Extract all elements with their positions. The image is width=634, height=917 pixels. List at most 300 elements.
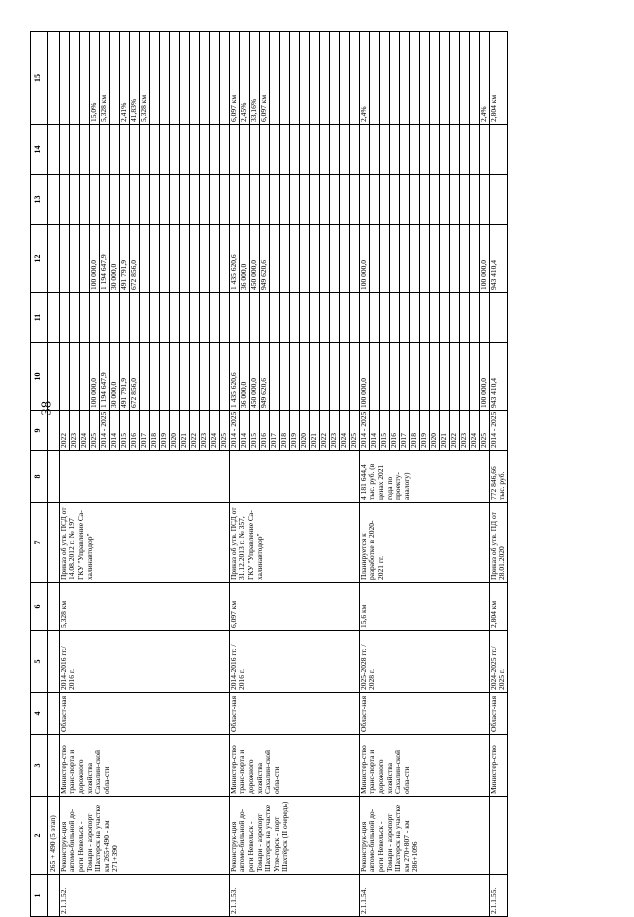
- other-funding: [339, 125, 349, 175]
- column-number-5: 5: [31, 631, 48, 693]
- readiness-percent: [389, 32, 399, 125]
- readiness-percent: [339, 32, 349, 125]
- readiness-percent: 2,804 км: [489, 32, 507, 125]
- regional-funding: 450 000,0: [249, 225, 259, 293]
- total-funding: 30 000,0: [109, 343, 119, 411]
- federal-funding: [249, 293, 259, 343]
- year-cell: 2017: [269, 411, 279, 451]
- municipal-funding: [139, 175, 149, 225]
- readiness-percent: [309, 32, 319, 125]
- federal-funding: [319, 293, 329, 343]
- other-funding: [459, 125, 469, 175]
- municipal-funding: [159, 175, 169, 225]
- estimated-cost: 4 181 644,4 тыс. руб. (в ценах 2021 года по проекту-аналогу): [359, 451, 489, 503]
- readiness-percent: [189, 32, 199, 125]
- other-funding: [439, 125, 449, 175]
- municipal-funding: [199, 175, 209, 225]
- municipal-funding: [299, 175, 309, 225]
- year-cell: 2014: [109, 411, 119, 451]
- regional-funding: [319, 225, 329, 293]
- column-number-14: 14: [31, 125, 48, 175]
- federal-funding: [69, 293, 79, 343]
- federal-funding: [469, 293, 479, 343]
- municipal-funding: [109, 175, 119, 225]
- column-number-12: 12: [31, 225, 48, 293]
- other-funding: [299, 125, 309, 175]
- federal-funding: [309, 293, 319, 343]
- federal-funding: [159, 293, 169, 343]
- readiness-percent: 2,45%: [239, 32, 249, 125]
- municipal-funding: [439, 175, 449, 225]
- other-funding: [69, 125, 79, 175]
- year-cell: 2015: [119, 411, 129, 451]
- regional-funding: 491 791,9: [119, 225, 129, 293]
- year-cell: 2018: [279, 411, 289, 451]
- readiness-percent: [399, 32, 409, 125]
- total-funding: [159, 343, 169, 411]
- other-funding: [129, 125, 139, 175]
- year-cell: 2019: [289, 411, 299, 451]
- federal-funding: [299, 293, 309, 343]
- regional-funding: [339, 225, 349, 293]
- total-funding: 672 856,0: [129, 343, 139, 411]
- object-name: Реконструк-ция автомо-бильной до-роги Невельск - Томари - аэропорт Шахтерск на участке км 270+807 - км 286+1096: [359, 797, 489, 875]
- readiness-percent: [59, 32, 69, 125]
- federal-funding: [359, 293, 369, 343]
- municipal-funding: [379, 175, 389, 225]
- federal-funding: [129, 293, 139, 343]
- total-funding: [209, 343, 219, 411]
- regional-funding: 100 000,0: [359, 225, 369, 293]
- total-funding: [369, 343, 379, 411]
- readiness-percent: [219, 32, 229, 125]
- municipal-funding: [339, 175, 349, 225]
- regional-funding: [449, 225, 459, 293]
- continuation-cell: [48, 411, 60, 451]
- year-cell: 2014 - 2025: [99, 411, 109, 451]
- readiness-percent: [409, 32, 419, 125]
- readiness-percent: [109, 32, 119, 125]
- total-funding: [329, 343, 339, 411]
- total-funding: 949 620,6: [259, 343, 269, 411]
- federal-funding: [89, 293, 99, 343]
- total-funding: [219, 343, 229, 411]
- other-funding: [279, 125, 289, 175]
- continuation-cell: [48, 343, 60, 411]
- table-row: [59, 32, 69, 917]
- regional-funding: [179, 225, 189, 293]
- year-cell: 2020: [429, 411, 439, 451]
- municipal-funding: [289, 175, 299, 225]
- customer: Министер-ство: [489, 735, 507, 797]
- readiness-percent: [279, 32, 289, 125]
- column-number-6: 6: [31, 583, 48, 631]
- year-cell: 2022: [59, 411, 69, 451]
- municipal-funding: [469, 175, 479, 225]
- continuation-row: [48, 32, 60, 917]
- column-number-row: [31, 32, 48, 917]
- total-funding: [349, 343, 359, 411]
- regional-funding: [299, 225, 309, 293]
- readiness-percent: [329, 32, 339, 125]
- regional-funding: 1 194 647,9: [99, 225, 109, 293]
- column-number-2: 2: [31, 797, 48, 875]
- year-cell: 2016: [389, 411, 399, 451]
- federal-funding: [119, 293, 129, 343]
- construction-period: 2025-2028 гг. / 2028 г.: [359, 631, 489, 693]
- total-funding: [269, 343, 279, 411]
- federal-funding: [139, 293, 149, 343]
- column-number-11: 11: [31, 293, 48, 343]
- continuation-cell: [48, 503, 60, 583]
- federal-funding: [219, 293, 229, 343]
- regional-funding: [469, 225, 479, 293]
- year-cell: 2021: [179, 411, 189, 451]
- year-cell: 2016: [129, 411, 139, 451]
- readiness-percent: [319, 32, 329, 125]
- year-cell: 2018: [409, 411, 419, 451]
- regional-funding: 1 435 620,6: [229, 225, 239, 293]
- customer: Министер-ство транс-порта и дорожного хозяйства Сахалин-ской обла-сти: [59, 735, 229, 797]
- row-id: 2.1.1.53.: [229, 875, 359, 917]
- federal-funding: [199, 293, 209, 343]
- federal-funding: [169, 293, 179, 343]
- regional-funding: [349, 225, 359, 293]
- other-funding: [159, 125, 169, 175]
- federal-funding: [409, 293, 419, 343]
- total-funding: [459, 343, 469, 411]
- row-id: 2.1.1.55.: [489, 875, 507, 917]
- regional-funding: 36 000,0: [239, 225, 249, 293]
- total-funding: [309, 343, 319, 411]
- readiness-percent: [289, 32, 299, 125]
- total-funding: [59, 343, 69, 411]
- federal-funding: [99, 293, 109, 343]
- object-name: [489, 797, 507, 875]
- total-funding: [149, 343, 159, 411]
- year-cell: 2023: [329, 411, 339, 451]
- total-funding: [429, 343, 439, 411]
- municipal-funding: [259, 175, 269, 225]
- total-funding: [199, 343, 209, 411]
- municipal-funding: [459, 175, 469, 225]
- continuation-cell: [48, 735, 60, 797]
- readiness-percent: 2,41%: [119, 32, 129, 125]
- other-funding: [139, 125, 149, 175]
- other-funding: [369, 125, 379, 175]
- other-funding: [449, 125, 459, 175]
- readiness-percent: 15,0%: [89, 32, 99, 125]
- total-funding: [439, 343, 449, 411]
- regional-funding: [399, 225, 409, 293]
- other-funding: [249, 125, 259, 175]
- municipal-funding: [269, 175, 279, 225]
- column-number-8: 8: [31, 451, 48, 503]
- ownership-level: Област-ная: [59, 693, 229, 735]
- year-cell: 2020: [169, 411, 179, 451]
- regional-funding: [59, 225, 69, 293]
- municipal-funding: [229, 175, 239, 225]
- federal-funding: [449, 293, 459, 343]
- municipal-funding: [359, 175, 369, 225]
- readiness-percent: [349, 32, 359, 125]
- municipal-funding: [249, 175, 259, 225]
- other-funding: [379, 125, 389, 175]
- year-cell: 2023: [199, 411, 209, 451]
- total-funding: 1 435 620,6: [229, 343, 239, 411]
- continuation-cell: [48, 693, 60, 735]
- regional-funding: [439, 225, 449, 293]
- municipal-funding: [479, 175, 489, 225]
- readiness-percent: [469, 32, 479, 125]
- total-funding: [79, 343, 89, 411]
- municipal-funding: [189, 175, 199, 225]
- regional-funding: [209, 225, 219, 293]
- regional-funding: [409, 225, 419, 293]
- municipal-funding: [239, 175, 249, 225]
- regional-funding: [139, 225, 149, 293]
- other-funding: [419, 125, 429, 175]
- municipal-funding: [89, 175, 99, 225]
- federal-funding: [339, 293, 349, 343]
- year-cell: 2019: [159, 411, 169, 451]
- ownership-level: Област-ная: [229, 693, 359, 735]
- total-funding: [299, 343, 309, 411]
- readiness-percent: [79, 32, 89, 125]
- federal-funding: [289, 293, 299, 343]
- municipal-funding: [59, 175, 69, 225]
- regional-funding: 30 000,0: [109, 225, 119, 293]
- other-funding: [229, 125, 239, 175]
- municipal-funding: [419, 175, 429, 225]
- readiness-percent: [449, 32, 459, 125]
- readiness-percent: 41,83%: [129, 32, 139, 125]
- total-funding: [419, 343, 429, 411]
- readiness-percent: [299, 32, 309, 125]
- total-funding: 100 000,0: [359, 343, 369, 411]
- federal-funding: [389, 293, 399, 343]
- regional-funding: [419, 225, 429, 293]
- year-cell: 2023: [459, 411, 469, 451]
- total-funding: [339, 343, 349, 411]
- total-funding: [469, 343, 479, 411]
- regional-funding: [199, 225, 209, 293]
- readiness-percent: [169, 32, 179, 125]
- continuation-name: 265 + 490 (5 этап): [48, 797, 60, 875]
- municipal-funding: [489, 175, 507, 225]
- object-name: Реконструк-ция автомо-бильной до-роги Невельск - Томари - аэропорт Шахтерск на участке км 265+490 - км 271+390: [59, 797, 229, 875]
- continuation-cell: [48, 293, 60, 343]
- federal-funding: [439, 293, 449, 343]
- regional-funding: [309, 225, 319, 293]
- estimated-cost: 772 846,66 тыс. руб.: [489, 451, 507, 503]
- federal-funding: [479, 293, 489, 343]
- continuation-cell: [48, 225, 60, 293]
- other-funding: [349, 125, 359, 175]
- design-document: Приказ об утв. ПСД от 31.12.2013 г. № 357, ГКУ "Управление Са-халинавтодор": [229, 503, 359, 583]
- estimated-cost: [229, 451, 359, 503]
- federal-funding: [229, 293, 239, 343]
- other-funding: [409, 125, 419, 175]
- municipal-funding: [329, 175, 339, 225]
- regional-funding: [159, 225, 169, 293]
- federal-funding: [379, 293, 389, 343]
- column-number-15: 15: [31, 32, 48, 125]
- municipal-funding: [399, 175, 409, 225]
- regional-funding: 949 620,6: [259, 225, 269, 293]
- regional-funding: [429, 225, 439, 293]
- other-funding: [329, 125, 339, 175]
- total-funding: 100 000,0: [479, 343, 489, 411]
- year-cell: 2025: [89, 411, 99, 451]
- municipal-funding: [219, 175, 229, 225]
- other-funding: [259, 125, 269, 175]
- other-funding: [289, 125, 299, 175]
- other-funding: [59, 125, 69, 175]
- regional-funding: [389, 225, 399, 293]
- table-row: [229, 32, 239, 917]
- total-funding: [179, 343, 189, 411]
- federal-funding: [399, 293, 409, 343]
- regional-funding: [149, 225, 159, 293]
- total-funding: 36 000,0: [239, 343, 249, 411]
- total-funding: [379, 343, 389, 411]
- federal-funding: [279, 293, 289, 343]
- regional-funding: [69, 225, 79, 293]
- other-funding: [199, 125, 209, 175]
- year-cell: 2025: [479, 411, 489, 451]
- ownership-level: Област-ная: [489, 693, 507, 735]
- continuation-cell: [48, 32, 60, 125]
- other-funding: [189, 125, 199, 175]
- year-cell: 2015: [249, 411, 259, 451]
- readiness-percent: [429, 32, 439, 125]
- total-funding: 1 194 647,9: [99, 343, 109, 411]
- regional-funding: [219, 225, 229, 293]
- federal-funding: [369, 293, 379, 343]
- other-funding: [89, 125, 99, 175]
- total-funding: [169, 343, 179, 411]
- year-cell: 2021: [309, 411, 319, 451]
- other-funding: [219, 125, 229, 175]
- municipal-funding: [69, 175, 79, 225]
- readiness-percent: [269, 32, 279, 125]
- regional-funding: [169, 225, 179, 293]
- regional-funding: [459, 225, 469, 293]
- construction-period: 2024-2025 гг./ 2025 г.: [489, 631, 507, 693]
- other-funding: [109, 125, 119, 175]
- investment-table-rotated: [30, 32, 570, 917]
- column-number-9: 9: [31, 411, 48, 451]
- design-document: Планируется к разработке в 2020- 2021 гг.: [359, 503, 489, 583]
- readiness-percent: 6,097 км: [229, 32, 239, 125]
- municipal-funding: [449, 175, 459, 225]
- federal-funding: [269, 293, 279, 343]
- column-number-13: 13: [31, 175, 48, 225]
- year-cell: 2024: [339, 411, 349, 451]
- federal-funding: [239, 293, 249, 343]
- total-funding: 491 791,9: [119, 343, 129, 411]
- year-cell: 2017: [399, 411, 409, 451]
- total-funding: 450 000,0: [249, 343, 259, 411]
- other-funding: [119, 125, 129, 175]
- year-cell: 2019: [419, 411, 429, 451]
- table-row: [359, 32, 369, 917]
- federal-funding: [109, 293, 119, 343]
- readiness-percent: 5,328 км: [99, 32, 109, 125]
- readiness-percent: [199, 32, 209, 125]
- municipal-funding: [429, 175, 439, 225]
- total-funding: 943 410,4: [489, 343, 507, 411]
- federal-funding: [179, 293, 189, 343]
- total-funding: [409, 343, 419, 411]
- regional-funding: [279, 225, 289, 293]
- year-cell: 2023: [69, 411, 79, 451]
- column-number-4: 4: [31, 693, 48, 735]
- readiness-percent: [159, 32, 169, 125]
- regional-funding: 100 000,0: [479, 225, 489, 293]
- readiness-percent: [179, 32, 189, 125]
- readiness-percent: [369, 32, 379, 125]
- capacity: 5,328 км: [59, 583, 229, 631]
- municipal-funding: [149, 175, 159, 225]
- readiness-percent: 6,097 км: [259, 32, 269, 125]
- federal-funding: [259, 293, 269, 343]
- regional-funding: [289, 225, 299, 293]
- regional-funding: [329, 225, 339, 293]
- municipal-funding: [169, 175, 179, 225]
- total-funding: [69, 343, 79, 411]
- row-id: 2.1.1.52.: [59, 875, 229, 917]
- estimated-cost: [59, 451, 229, 503]
- other-funding: [239, 125, 249, 175]
- year-cell: 2025: [219, 411, 229, 451]
- regional-funding: 943 410,4: [489, 225, 507, 293]
- year-cell: 2024: [469, 411, 479, 451]
- continuation-cell: [48, 125, 60, 175]
- total-funding: [279, 343, 289, 411]
- federal-funding: [419, 293, 429, 343]
- municipal-funding: [129, 175, 139, 225]
- table-row: [489, 32, 507, 917]
- year-cell: 2022: [189, 411, 199, 451]
- year-cell: 2022: [449, 411, 459, 451]
- federal-funding: [459, 293, 469, 343]
- continuation-cell: [48, 451, 60, 503]
- municipal-funding: [119, 175, 129, 225]
- regional-funding: 100 000,0: [89, 225, 99, 293]
- other-funding: [269, 125, 279, 175]
- readiness-percent: 33,16%: [249, 32, 259, 125]
- year-cell: 2025: [349, 411, 359, 451]
- federal-funding: [189, 293, 199, 343]
- year-cell: 2014 - 2025: [229, 411, 239, 451]
- readiness-percent: [419, 32, 429, 125]
- municipal-funding: [349, 175, 359, 225]
- other-funding: [489, 125, 507, 175]
- capacity: 2,804 км: [489, 583, 507, 631]
- federal-funding: [489, 293, 507, 343]
- continuation-cell: [48, 175, 60, 225]
- design-document: Приказ об утв. ПСД от 14.08.2012 г. № 197 ГКУ "Управление Са-халинавтодор": [59, 503, 229, 583]
- regional-funding: [369, 225, 379, 293]
- readiness-percent: 2,4%: [479, 32, 489, 125]
- total-funding: [289, 343, 299, 411]
- municipal-funding: [99, 175, 109, 225]
- other-funding: [359, 125, 369, 175]
- total-funding: [189, 343, 199, 411]
- readiness-percent: [439, 32, 449, 125]
